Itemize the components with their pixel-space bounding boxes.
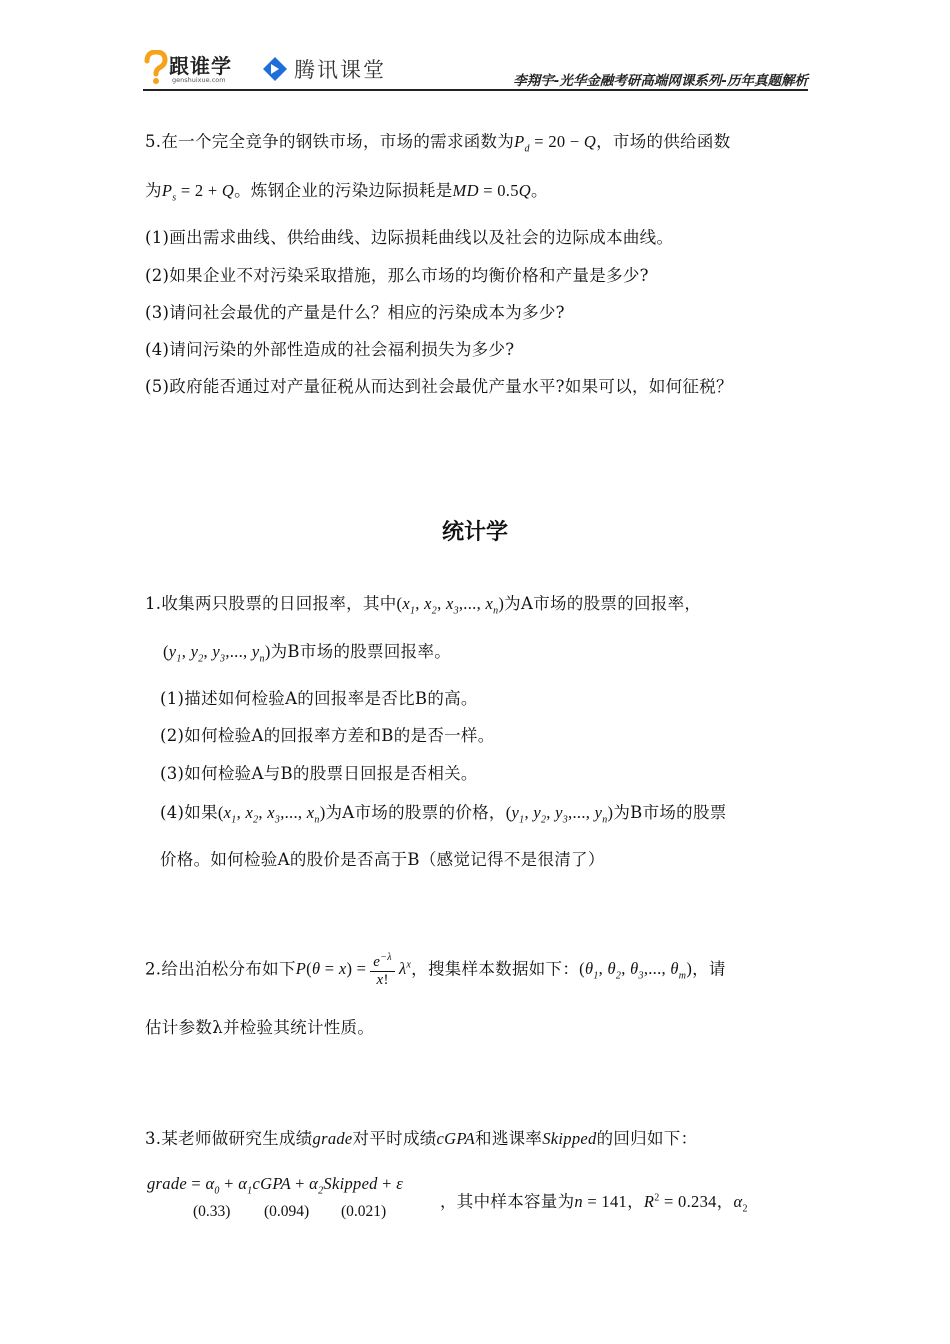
s3-mid1: 对平时成绩 bbox=[352, 1129, 437, 1148]
s3-r-squared: $R^2 = 0.234$ bbox=[643, 1192, 717, 1211]
genshuixue-logo-url: genshuixue.com bbox=[172, 76, 226, 84]
q5-supply-function: $P_s = 2 + Q$ bbox=[161, 181, 235, 204]
s2-mid: ，搜集样本数据如下： bbox=[411, 959, 580, 979]
genshuixue-logo bbox=[143, 48, 241, 88]
s3-sample-size: n = 141 bbox=[574, 1192, 628, 1211]
tencent-classroom-logo-text: 腾讯课堂 bbox=[294, 58, 386, 82]
question-mark-logo-icon bbox=[143, 50, 169, 84]
q5-line1-post: ，市场的供给函数 bbox=[596, 132, 731, 151]
section-title: 统计学 bbox=[441, 519, 508, 545]
header-title: 李翔宇-光华金融考研高端网课系列-历年真题解析 bbox=[513, 73, 808, 89]
s1-line2 bbox=[163, 638, 451, 664]
s3-line1 bbox=[145, 1125, 697, 1149]
s1-item4-mid1: 为A市场的股票的价格， bbox=[325, 803, 506, 822]
s3-se-3: (0.021) bbox=[341, 1203, 387, 1220]
s3-pre: 3.某老师做研究生成绩 bbox=[145, 1129, 313, 1148]
q5-item-3: (3)请问社会最优的产量是什么？相应的污染成本为多少? bbox=[145, 303, 565, 322]
s3-tail2: ， bbox=[627, 1192, 644, 1211]
s1-line1 bbox=[145, 590, 701, 616]
s1-item4-pre: (4)如果 bbox=[160, 803, 218, 822]
s2-post: ，请 bbox=[692, 959, 726, 979]
q5-demand-function: $P_d = 20 - Q$ bbox=[514, 132, 597, 155]
q5-item-4: (4)请问污染的外部性造成的社会福利损失为多少? bbox=[145, 340, 515, 359]
s2-line1 bbox=[145, 952, 726, 989]
q5-line2-pre: 为 bbox=[145, 181, 162, 200]
s2-sample-vector: ($\theta_1$, $\theta_2$, $\theta_3$,..., $\theta_m$) bbox=[579, 959, 693, 982]
s2-poisson-formula: P(θ = x) = $\frac{e^{-\lambda}}{x!}$ $\lambda^x$ bbox=[295, 952, 412, 988]
s3-regression-equation: grade = $\alpha_0$ + $\alpha_1cGPA$ + $\alpha_2Skipped + \varepsilon$ bbox=[147, 1174, 404, 1197]
s2-line2: 估计参数λ并检验其统计性质。 bbox=[145, 1018, 375, 1037]
header-divider bbox=[143, 89, 808, 91]
tencent-classroom-icon bbox=[262, 56, 288, 82]
q5-item-1: (1)画出需求曲线、供给曲线、边际损耗曲线以及社会的边际成本曲线。 bbox=[145, 228, 674, 247]
s1-item-4 bbox=[160, 799, 727, 825]
q5-item-2: (2)如果企业不对污染采取措施，那么市场的均衡价格和产量是多少? bbox=[145, 266, 649, 285]
q5-line1-pre: 5.在一个完全竞争的钢铁市场，市场的需求函数为 bbox=[145, 132, 515, 151]
q5-line2-post: 。 bbox=[531, 181, 548, 200]
s1-item4-mid2: 为B市场的股票 bbox=[613, 803, 727, 822]
s3-tail3: ， bbox=[716, 1192, 734, 1211]
s3-tail1: ，其中样本容量为 bbox=[440, 1192, 575, 1211]
s3-alpha2: $\alpha_2$ bbox=[733, 1192, 748, 1215]
s3-var-cgpa: cGPA bbox=[436, 1129, 476, 1148]
s2-pre: 2.给出泊松分布如下 bbox=[145, 959, 296, 979]
s1-line2-post: 为B市场的股票回报率。 bbox=[270, 642, 452, 661]
q5-line1 bbox=[145, 128, 731, 154]
s1-item4-y-vector: ($y_1$, $y_2$, $y_3$,..., $y_n$) bbox=[505, 803, 614, 826]
s3-tail bbox=[440, 1188, 748, 1214]
s3-var-grade: grade bbox=[312, 1129, 353, 1148]
q5-marginal-damage: MD = 0.5Q bbox=[452, 181, 531, 200]
s1-item-1: (1)描述如何检验A的回报率是否比B的高。 bbox=[160, 689, 478, 708]
s1-item4-continued: 价格。如何检验A的股价是否高于B（感觉记得不是很清了） bbox=[160, 850, 605, 869]
s3-se-2: (0.094) bbox=[264, 1203, 310, 1220]
q5-line2-mid: 。炼钢企业的污染边际损耗是 bbox=[234, 181, 453, 200]
s1-x-vector: ($x_1$, $x_2$, $x_3$,..., $x_n$) bbox=[396, 594, 505, 617]
s1-y-vector: ($y_1$, $y_2$, $y_3$,..., $y_n$) bbox=[163, 642, 271, 665]
s3-mid2: 和逃课率 bbox=[475, 1129, 543, 1148]
s3-se-1: (0.33) bbox=[193, 1203, 231, 1220]
s3-post: 的回归如下： bbox=[596, 1129, 698, 1148]
genshuixue-logo-text: 跟谁学 bbox=[169, 54, 232, 78]
s3-var-skipped: Skipped bbox=[542, 1129, 597, 1148]
s1-item-3: (3)如何检验A与B的股票日回报是否相关。 bbox=[160, 764, 478, 783]
s1-line1-post: 为A市场的股票的回报率， bbox=[504, 594, 702, 613]
s1-item-2: (2)如何检验A的回报率方差和B的是否一样。 bbox=[160, 726, 495, 745]
q5-item-5: (5)政府能否通过对产量征税从而达到社会最优产量水平?如果可以，如何征税？ bbox=[145, 377, 733, 396]
q5-line2 bbox=[145, 177, 548, 203]
s1-item4-x-vector: ($x_1$, $x_2$, $x_3$,..., $x_n$) bbox=[217, 803, 326, 826]
s1-line1-pre: 1.收集两只股票的日回报率，其中 bbox=[145, 594, 397, 613]
